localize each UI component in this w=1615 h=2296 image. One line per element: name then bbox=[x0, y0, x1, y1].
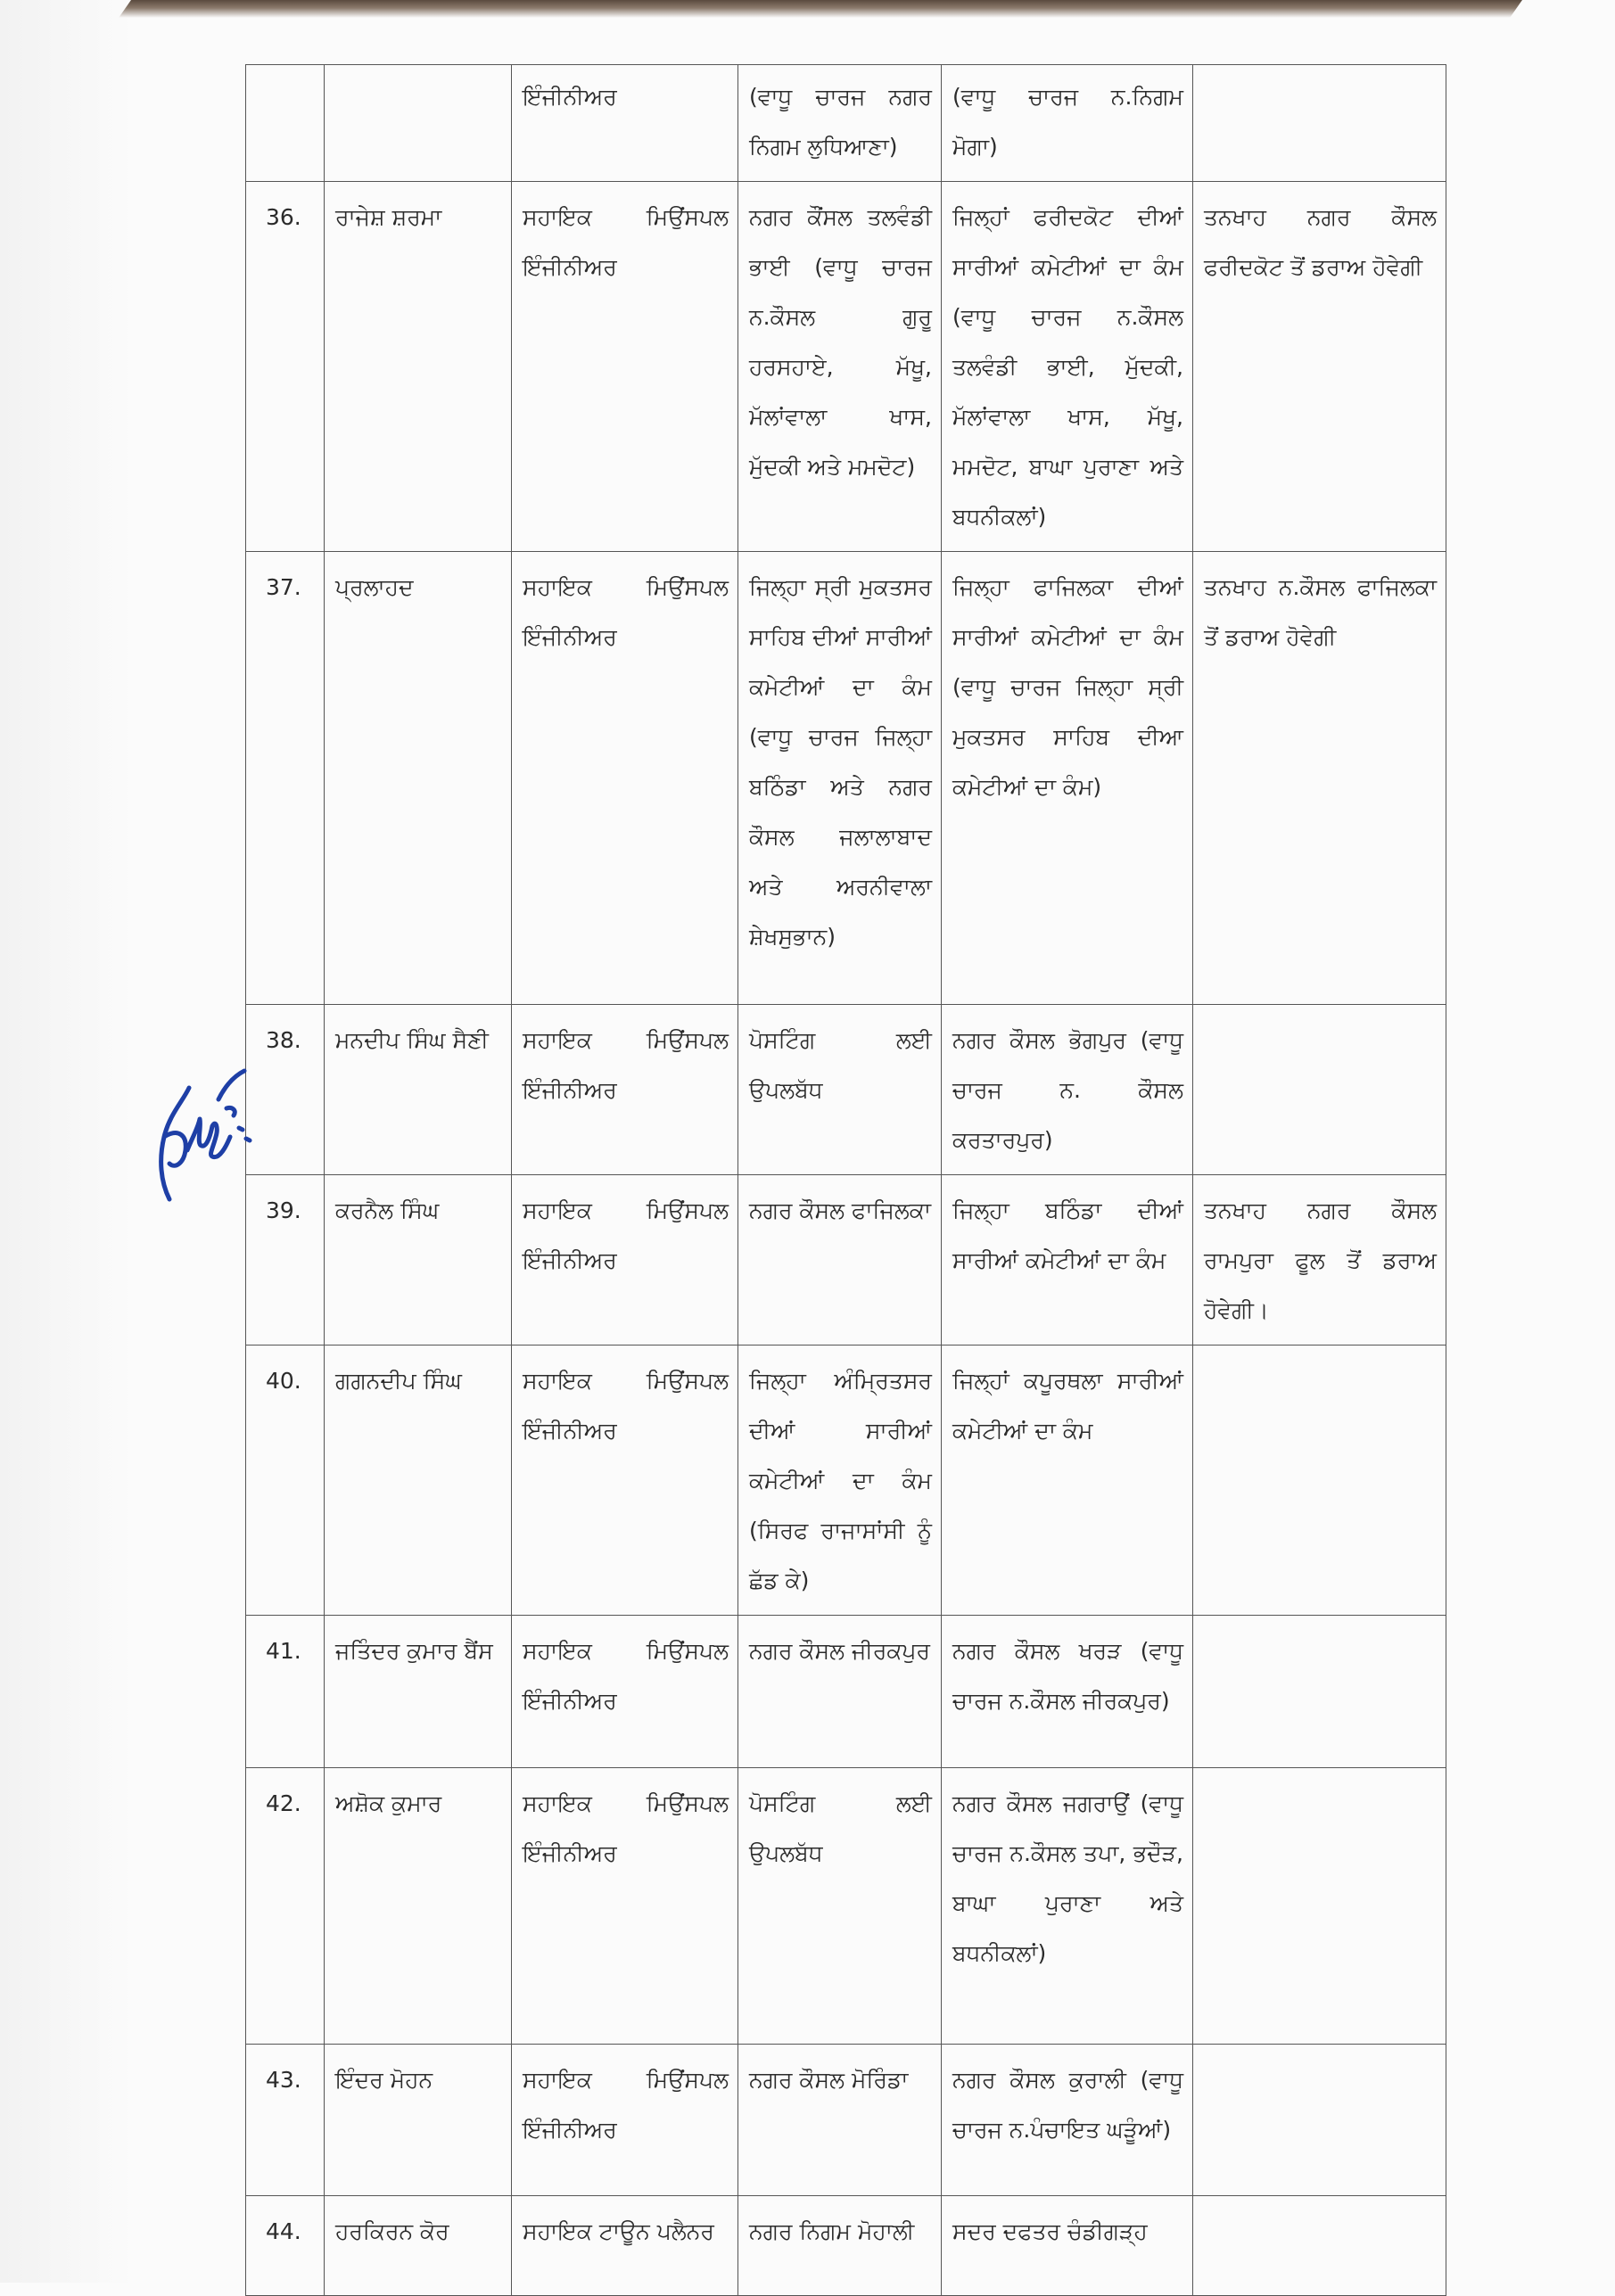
new-posting-cell: ਨਗਰ ਕੌਸਲ ਭੋਗਪੁਰ (ਵਾਧੂ ਚਾਰਜ ਨ. ਕੌਸਲ ਕਰਤਾਰਪੁਰ) bbox=[942, 1005, 1193, 1175]
serial-cell bbox=[246, 65, 325, 182]
name-cell: ਮਨਦੀਪ ਸਿੰਘ ਸੈਣੀ bbox=[325, 1005, 512, 1175]
designation-cell: ਸਹਾਇਕ ਮਿਉਂਸਪਲ ਇੰਜੀਨੀਅਰ bbox=[512, 1005, 738, 1175]
table-row bbox=[246, 1346, 1446, 1616]
table-row bbox=[246, 65, 1446, 182]
designation-cell: ਸਹਾਇਕ ਮਿਉਂਸਪਲ ਇੰਜੀਨੀਅਰ bbox=[512, 1346, 738, 1616]
current-posting-cell: ਨਗਰ ਨਿਗਮ ਮੋਹਾਲੀ bbox=[738, 2196, 942, 2296]
page-edge-shadow bbox=[0, 0, 134, 2283]
name-cell: ਪ੍ਰਲਾਹਦ bbox=[325, 552, 512, 1005]
serial-cell: 40. bbox=[246, 1346, 325, 1616]
current-posting-cell: ਪੋਸਟਿੰਗ ਲਈ ਉਪਲਬੱਧ bbox=[738, 1768, 942, 2045]
serial-cell: 39. bbox=[246, 1175, 325, 1346]
serial-cell: 42. bbox=[246, 1768, 325, 2045]
scan-top-edge bbox=[119, 0, 1522, 18]
current-posting-cell: ਨਗਰ ਕੌਸਲ ਮੋਰਿੰਡਾ bbox=[738, 2045, 942, 2196]
remarks-cell bbox=[1193, 1616, 1446, 1768]
designation-cell: ਸਹਾਇਕ ਮਿਉਂਸਪਲ ਇੰਜੀਨੀਅਰ bbox=[512, 1616, 738, 1768]
table-row bbox=[246, 2045, 1446, 2196]
serial-cell: 37. bbox=[246, 552, 325, 1005]
table-row bbox=[246, 552, 1446, 1005]
current-posting-cell: ਜਿਲ੍ਹਾ ਸ੍ਰੀ ਮੁਕਤਸਰ ਸਾਹਿਬ ਦੀਆਂ ਸਾਰੀਆਂ ਕਮੇਟੀਆਂ ਦਾ ਕੰਮ (ਵਾਧੂ ਚਾਰਜ ਜਿਲ੍ਹਾ ਬਠਿੰਡਾ ਅਤੇ ਨਗਰ ਕੌਸਲ ਜਲਾਲਾਬਾਦ ਅਤੇ ਅਰਨੀਵਾਲਾ ਸ਼ੇਖਸੁਭਾਨ) bbox=[738, 552, 942, 1005]
designation-cell: ਸਹਾਇਕ ਮਿਉਂਸਪਲ ਇੰਜੀਨੀਅਰ bbox=[512, 552, 738, 1005]
serial-cell: 36. bbox=[246, 182, 325, 552]
designation-cell: ਸਹਾਇਕ ਮਿਉਂਸਪਲ ਇੰਜੀਨੀਅਰ bbox=[512, 2045, 738, 2196]
current-posting-cell: ਪੋਸਟਿੰਗ ਲਈ ਉਪਲਬੱਧ bbox=[738, 1005, 942, 1175]
serial-cell: 41. bbox=[246, 1616, 325, 1768]
designation-cell: ਇੰਜੀਨੀਅਰ bbox=[512, 65, 738, 182]
new-posting-cell: ਸਦਰ ਦਫਤਰ ਚੰਡੀਗੜ੍ਹ bbox=[942, 2196, 1193, 2296]
current-posting-cell: ਨਗਰ ਕੌਸਲ ਜੀਰਕਪੁਰ bbox=[738, 1616, 942, 1768]
table-row bbox=[246, 1005, 1446, 1175]
current-posting-cell: ਨਗਰ ਕੌਸਲ ਫਾਜਿਲਕਾ bbox=[738, 1175, 942, 1346]
current-posting-cell: ਨਗਰ ਕੌਂਸਲ ਤਲਵੰਡੀ ਭਾਈ (ਵਾਧੂ ਚਾਰਜ ਨ.ਕੌਸਲ ਗੁਰੂ ਹਰਸਹਾਏ, ਮੱਖੂ, ਮੱਲਾਂਵਾਲਾ ਖਾਸ, ਮੁੱਦਕੀ ਅਤੇ ਮਮਦੋਟ) bbox=[738, 182, 942, 552]
new-posting-cell: ਜਿਲ੍ਹਾਂ ਫਰੀਦਕੋਟ ਦੀਆਂ ਸਾਰੀਆਂ ਕਮੇਟੀਆਂ ਦਾ ਕੰਮ (ਵਾਧੂ ਚਾਰਜ ਨ.ਕੌਸਲ ਤਲਵੰਡੀ ਭਾਈ, ਮੁੱਦਕੀ, ਮੱਲਾਂਵਾਲਾ ਖਾਸ, ਮੱਖੂ, ਮਮਦੋਟ, ਬਾਘਾ ਪੁਰਾਣਾ ਅਤੇ ਬਧਨੀਕਲਾਂ) bbox=[942, 182, 1193, 552]
designation-cell: ਸਹਾਇਕ ਮਿਉਂਸਪਲ ਇੰਜੀਨੀਅਰ bbox=[512, 182, 738, 552]
remarks-cell bbox=[1193, 1346, 1446, 1616]
table-row bbox=[246, 1768, 1446, 2045]
remarks-cell: ਤਨਖਾਹ ਨ.ਕੌਸਲ ਫਾਜਿਲਕਾ ਤੋਂ ਡਰਾਅ ਹੋਵੇਗੀ bbox=[1193, 552, 1446, 1005]
designation-cell: ਸਹਾਇਕ ਮਿਉਂਸਪਲ ਇੰਜੀਨੀਅਰ bbox=[512, 1768, 738, 2045]
name-cell: ਇੰਦਰ ਮੋਹਨ bbox=[325, 2045, 512, 2196]
current-posting-cell: ਜਿਲ੍ਹਾ ਅੰਮ੍ਰਿਤਸਰ ਦੀਆਂ ਸਾਰੀਆਂ ਕਮੇਟੀਆਂ ਦਾ ਕੰਮ (ਸਿਰਫ ਰਾਜਾਸਾਂਸੀ ਨੂੰ ਛੱਡ ਕੇ) bbox=[738, 1346, 942, 1616]
remarks-cell bbox=[1193, 65, 1446, 182]
new-posting-cell: ਨਗਰ ਕੌਸਲ ਜਗਰਾਉਂ (ਵਾਧੂ ਚਾਰਜ ਨ.ਕੌਸਲ ਤਪਾ, ਭਦੌੜ, ਬਾਘਾ ਪੁਰਾਣਾ ਅਤੇ ਬਧਨੀਕਲਾਂ) bbox=[942, 1768, 1193, 2045]
handwritten-signature bbox=[134, 994, 259, 1208]
table-row bbox=[246, 182, 1446, 552]
designation-cell: ਸਹਾਇਕ ਮਿਉਂਸਪਲ ਇੰਜੀਨੀਅਰ bbox=[512, 1175, 738, 1346]
new-posting-cell: ਜਿਲ੍ਹਾ ਬਠਿੰਡਾ ਦੀਆਂ ਸਾਰੀਆਂ ਕਮੇਟੀਆਂ ਦਾ ਕੰਮ bbox=[942, 1175, 1193, 1346]
remarks-cell bbox=[1193, 2045, 1446, 2196]
transfer-order-table bbox=[245, 64, 1446, 2296]
remarks-cell bbox=[1193, 1005, 1446, 1175]
name-cell bbox=[325, 65, 512, 182]
name-cell: ਗਗਨਦੀਪ ਸਿੰਘ bbox=[325, 1346, 512, 1616]
name-cell: ਅਸ਼ੋਕ ਕੁਮਾਰ bbox=[325, 1768, 512, 2045]
name-cell: ਰਾਜੇਸ਼ ਸ਼ਰਮਾ bbox=[325, 182, 512, 552]
serial-cell: 44. bbox=[246, 2196, 325, 2296]
remarks-cell: ਤਨਖਾਹ ਨਗਰ ਕੌਸਲ ਫਰੀਦਕੋਟ ਤੋਂ ਡਰਾਅ ਹੋਵੇਗੀ bbox=[1193, 182, 1446, 552]
name-cell: ਜਤਿੰਦਰ ਕੁਮਾਰ ਬੈਂਸ bbox=[325, 1616, 512, 1768]
serial-cell: 38. bbox=[246, 1005, 325, 1175]
current-posting-cell: (ਵਾਧੂ ਚਾਰਜ ਨਗਰ ਨਿਗਮ ਲੁਧਿਆਣਾ) bbox=[738, 65, 942, 182]
remarks-cell: ਤਨਖਾਹ ਨਗਰ ਕੌਸਲ ਰਾਮਪੁਰਾ ਫੂਲ ਤੋਂ ਡਰਾਅ ਹੋਵੇਗੀ। bbox=[1193, 1175, 1446, 1346]
name-cell: ਹਰਕਿਰਨ ਕੋਰ bbox=[325, 2196, 512, 2296]
new-posting-cell: ਨਗਰ ਕੌਸਲ ਖਰੜ (ਵਾਧੂ ਚਾਰਜ ਨ.ਕੌਸਲ ਜੀਰਕਪੁਰ) bbox=[942, 1616, 1193, 1768]
new-posting-cell: ਨਗਰ ਕੌਸਲ ਕੁਰਾਲੀ (ਵਾਧੂ ਚਾਰਜ ਨ.ਪੰਚਾਇਤ ਘੜੂੰਆਂ) bbox=[942, 2045, 1193, 2196]
remarks-cell bbox=[1193, 1768, 1446, 2045]
table-row bbox=[246, 1175, 1446, 1346]
serial-cell: 43. bbox=[246, 2045, 325, 2196]
new-posting-cell: ਜਿਲ੍ਹਾਂ ਕਪੂਰਥਲਾ ਸਾਰੀਆਂ ਕਮੇਟੀਆਂ ਦਾ ਕੰਮ bbox=[942, 1346, 1193, 1616]
table-row bbox=[246, 2196, 1446, 2296]
new-posting-cell: ਜਿਲ੍ਹਾ ਫਾਜਿਲਕਾ ਦੀਆਂ ਸਾਰੀਆਂ ਕਮੇਟੀਆਂ ਦਾ ਕੰਮ (ਵਾਧੂ ਚਾਰਜ ਜਿਲ੍ਹਾ ਸ੍ਰੀ ਮੁਕਤਸਰ ਸਾਹਿਬ ਦੀਆ ਕਮੇਟੀਆਂ ਦਾ ਕੰਮ) bbox=[942, 552, 1193, 1005]
name-cell: ਕਰਨੈਲ ਸਿੰਘ bbox=[325, 1175, 512, 1346]
new-posting-cell: (ਵਾਧੂ ਚਾਰਜ ਨ.ਨਿਗਮ ਮੋਗਾ) bbox=[942, 65, 1193, 182]
remarks-cell bbox=[1193, 2196, 1446, 2296]
designation-cell: ਸਹਾਇਕ ਟਾਊਨ ਪਲੈਨਰ bbox=[512, 2196, 738, 2296]
table-row bbox=[246, 1616, 1446, 1768]
